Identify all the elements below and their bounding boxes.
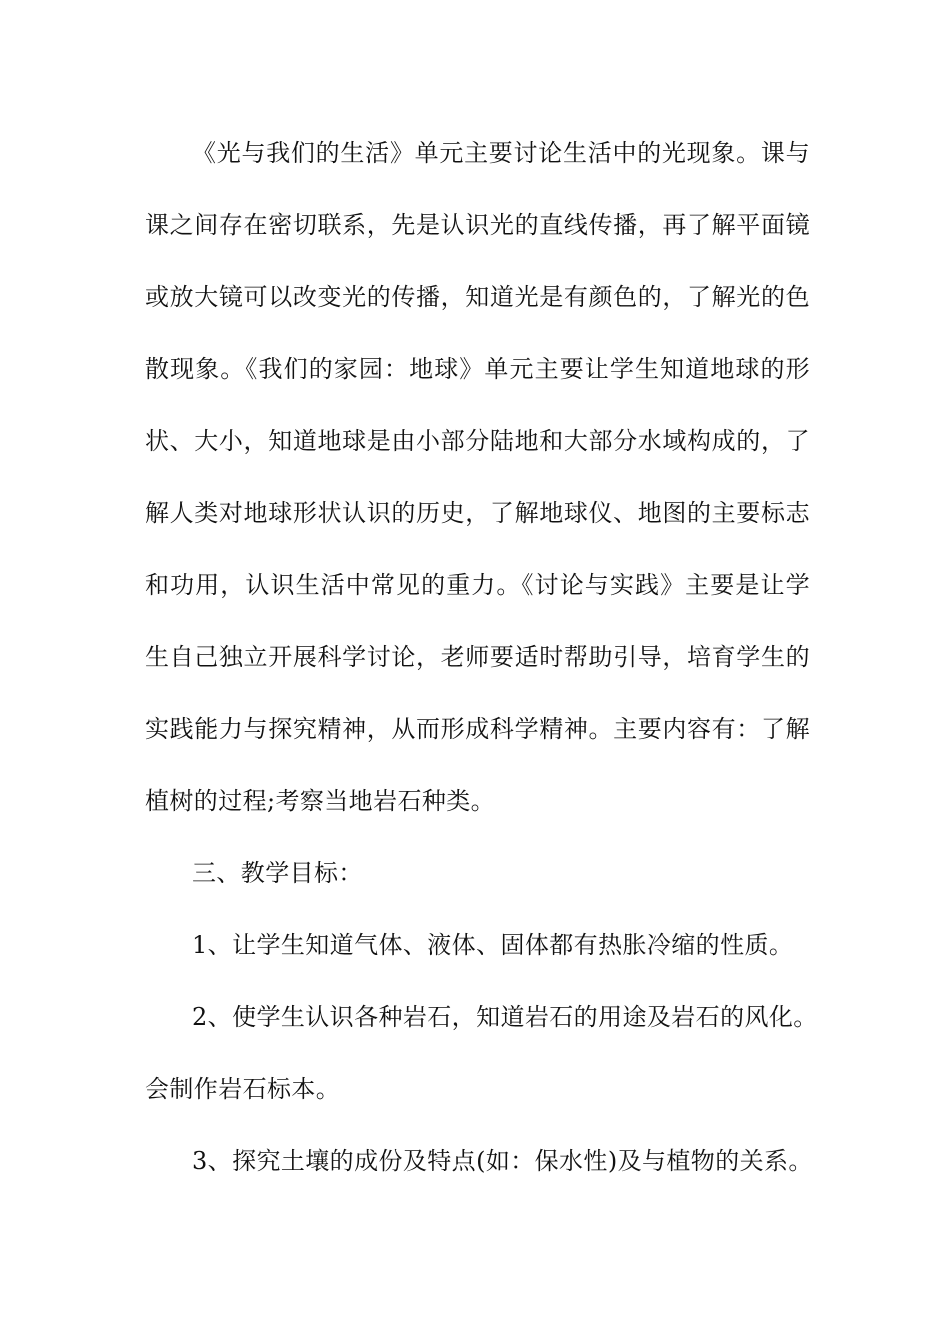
paragraph-line: 状、大小，知道地球是由小部分陆地和大部分水域构成的，了	[145, 427, 810, 455]
paragraph-line: 或放大镜可以改变光的传播，知道光是有颜色的，了解光的色	[145, 283, 810, 311]
paragraph-line: 解人类对地球形状认识的历史，了解地球仪、地图的主要标志	[145, 499, 810, 527]
section-heading: 三、教学目标：	[192, 859, 363, 887]
paragraph-line: 植树的过程;考察当地岩石种类。	[145, 787, 496, 815]
paragraph-line: 和功用，认识生活中常见的重力。《讨论与实践》主要是让学	[145, 571, 810, 599]
objective-item-2-line: 会制作岩石标本。	[145, 1075, 341, 1103]
paragraph-line: 散现象。《我们的家园：地球》单元主要让学生知道地球的形	[145, 355, 810, 383]
paragraph-line: 《光与我们的生活》单元主要讨论生活中的光现象。课与	[192, 139, 810, 167]
objective-item-2-line: 2、使学生认识各种岩石，知道岩石的用途及岩石的风化。	[192, 1003, 818, 1031]
paragraph-line: 生自己独立开展科学讨论，老师要适时帮助引导，培育学生的	[145, 643, 810, 671]
paragraph-line: 课之间存在密切联系，先是认识光的直线传播，再了解平面镜	[145, 211, 810, 239]
paragraph-line: 实践能力与探究精神，从而形成科学精神。主要内容有：了解	[145, 715, 810, 743]
objective-item-3: 3、探究土壤的成份及特点(如：保水性)及与植物的关系。	[192, 1147, 813, 1175]
objective-item-1: 1、让学生知道气体、液体、固体都有热胀冷缩的性质。	[192, 931, 794, 959]
